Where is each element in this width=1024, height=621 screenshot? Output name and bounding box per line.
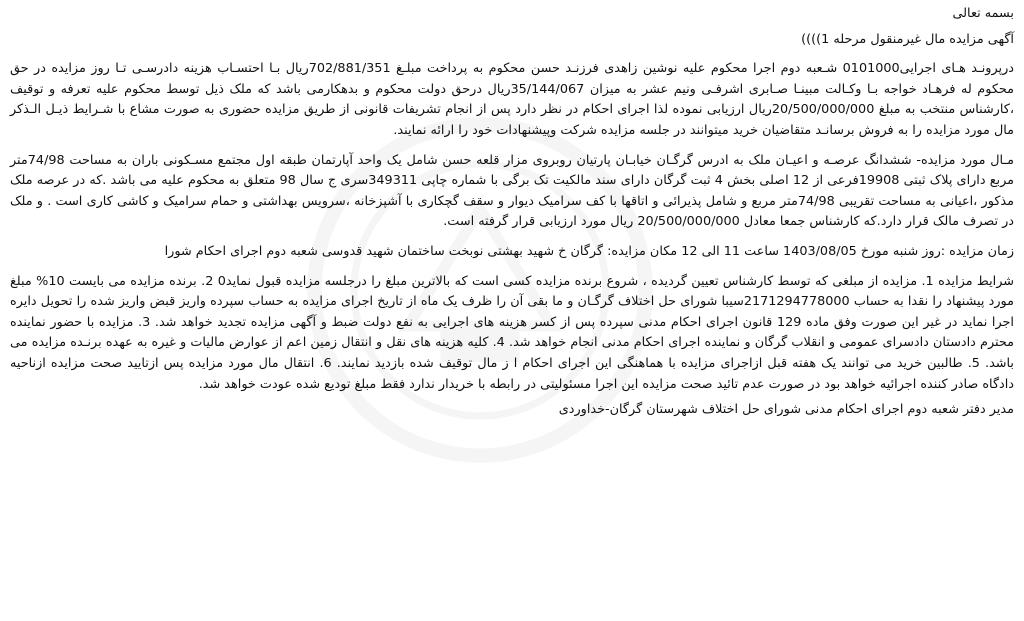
signature-line: مدیر دفتر شعبه دوم اجرای احکام مدنی شورای حل اختلاف شهرستان گرگان-خداوردی <box>558 402 1014 418</box>
property-paragraph: مـال مورد مزایده- ششدانگ عرصـه و اعیـان ملک به ادرس گرگـان خیابـان پارتیان روبروی مزار قلعه حسن شامل یک واحد آپارتمان طبقه اول مجتمع مسـکونی باران به مساحت 74/98متر مربع دارای پلاک ثبتی 19908فرعی از 12 اصلی بخش 4 ثبت گرگان دارای سند مالکیت تک برگی با شماره چاپی 349311سری ج سال 98 متعلق به محکوم علیه می باشد .که در عرصه ملک مذکور ،اعیانی به مساحت تقریبی 74/98متر مربع و شامل پذیرائی و اتاقها با کف سرامیک دیوار و سقف گچکاری با آشپزخانه ،سرویس بهداشتی و حمام سرامیک و کاشی کاری است . و ملک در تصرف مالک قرار دارد.که کارشناس جمعا معادل 20/500/000/000 ریال مورد ارزیابی قرار گرفته است. <box>10 152 1015 230</box>
conditions-paragraph: شرایط مزایده 1. مزایده از مبلغی که توسط کارشناس تعیین گردیده ، شروع برنده مزایده کسی است که بالاترین مبلغ را درجلسه مزایده قبول نماید0 2. برنده مزایده می بایست 10% مبلغ مورد پیشنهاد را نقدا به حساب 2171294778000سیبا شورای حل اختلاف گرگـان و ما بقی آن را ظرف یک ماه از تاریخ اجرای مزایده به حساب سپرده واریز قبض واریز شده را تحویل دایره اجرا نماید در غیر این صورت وفق ماده 129 قانون اجرای احکام مدنی سپرده پس از کسر هزینه های اجرایی به نفع دولت ضبط و آگهی مزایده تجدید خواهد شد. 3. مزایده با حضور نماینده محترم دادستان دادسرای عمومی و انقلاب گرگان و نماینده اجرای احکام مدنی انجام خواهد شد. 4. کلیه هزینه های نقل و انتقال زمین اعم از عوارض مالیات و غیره به عهده برنـده مزایده می باشد. 5. طالبین خرید می توانند یک هفته قبل ازاجرای مزایده با هماهنگی این اجرای احکام ا ز مال توقیف شده بازدید نمایند. 6. انتقال مال مورد مزایده پس ازتایید صحت مزایده ازناحیه دادگاه صادر کننده اجرائیه خواهد بود در صورت عدم تائید صحت مزایده این اجرا مسئولیتی در رابطه با خریدار ندارد فقط مبلغ تودیع شده عودت خواهد شد. <box>10 273 1014 392</box>
auction-time-paragraph: زمان مزایده :روز شنبه مورخ 1403/08/05 ساعت 11 الی 12 مکان مزایده: گرگان خ شهید بهشتی نوبخت ساختمان شهید قدوسی شعبه دوم اجرای احکام شورا <box>164 243 1014 259</box>
auction-notice-document <box>10 4 1014 421</box>
bismillah-heading: بسمه تعالی <box>952 6 1014 21</box>
notice-title: آگهی مزایده مال غیرمنقول مرحله 1)))) <box>801 31 1014 47</box>
case-paragraph: درپرونـد هـای اجرایی0101000 شـعبه دوم اجرا محکوم علیه نوشین زاهدی فرزنـد حسن محکوم به پرداخت مبلـغ 702/881/351ریال بـا احتسـاب هزینه دادرسـی تـا روز مزایده در حق محکوم له فرهـاد خواجه بـا وکـالت مبینـا صـابری اشرفـی ونیم عشر به میزان 35/144/067ریال درحق دولت محکوم و بدهکارمی باشد که ملک ذیل توسط محکوم علیه تعرفه و توقیف ،کارشناس منتخب به مبلغ 20/500/000/000ریال ارزیابی نموده لذا اجرای احکام در نظر دارد پس از انجام تشریفات قانونی از طریق مزایده حضوری به صورت مشاع با شـرایط ذیـل الـذکر مال مورد مزایده را به فروش برسانـد متقاضیان خرید میتوانند در جلسه مزایده شرکت وپیشنهادات خود را ارائه نمایند. <box>10 61 1015 138</box>
